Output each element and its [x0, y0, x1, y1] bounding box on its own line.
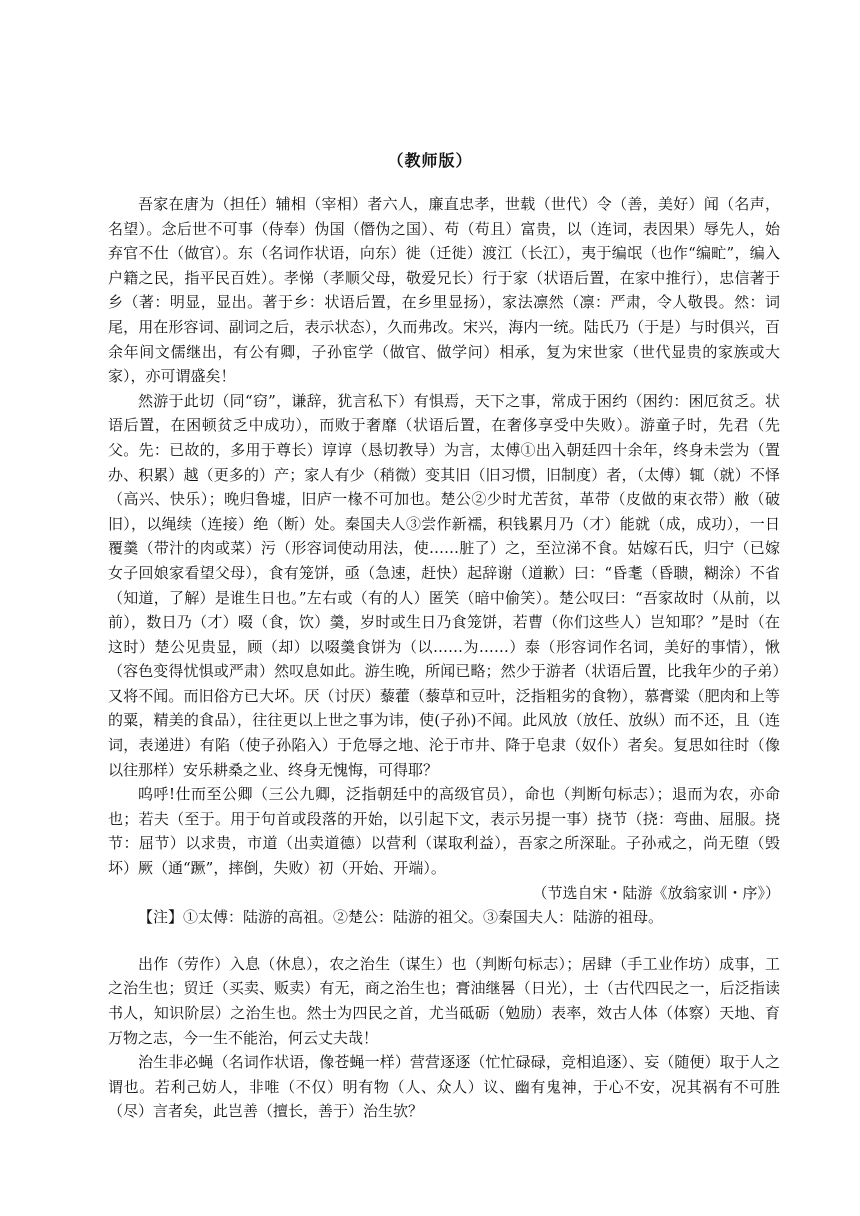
- passage-body: [108, 192, 780, 1124]
- source-citation: （节选自宋・陆游《放翁家训・序》）: [532, 883, 780, 902]
- paragraph-4: 出作（劳作）入息（休息），农之治生（谋生）也（判断句标志）；居肆（手工业作坊）成事，工之治生也；贸迁（买卖、贩卖）有无，商之治生也；膏油继晷（日光），士（古代四民之一，后泛指读书人，知识阶层）之治生也。然士为四民之首，尤当砥砺（勉励）表率，效古人体（体察）天地、育万物之志，今一生不能治，何云丈夫哉！: [108, 954, 780, 1047]
- paragraph-1: 吾家在唐为（担任）辅相（宰相）者六人，廉直忠孝，世载（世代）令（善，美好）闻（名声，名望）。念后世不可事（侍奉）伪国（僭伪之国）、苟（苟且）富贵，以（连词，表因果）辱先人，始弃官不仕（做官）。东（名词作状语，向东）徙（迁徙）渡江（长江），夷于编氓（也作“编甿”，编入户籍之民，指平民百姓）。孝悌（孝顺父母，敬爱兄长）行于家（状语后置，在家中推行），忠信著于乡（著：明显，显出。著于乡：状语后置，在乡里显扬），家法凛然（凛：严肃，令人敬畏。然：词尾，用在形容词、副词之后，表示状态），久而弗改。宋兴，海内一统。陆氏乃（于是）与时俱兴，百余年间文儒继出，有公有卿，子孙宦学（做官、做学问）相承，复为宋世家（世代显贵的家族或大家），亦可谓盛矣！: [108, 195, 780, 386]
- page-title: （教师版）: [387, 151, 473, 170]
- paragraph-2: 然游于此切（同“窃”，谦辞，犹言私下）有惧焉，天下之事，常成于困约（困约：困厄贫乏。状语后置，在困顿贫乏中成功），而败于奢靡（状语后置，在奢侈享受中失败）。游童子时，先君（先父。先：已故的，多用于尊长）谆谆（恳切教导）为言，太傅①出入朝廷四十余年，终身未尝为（置办、积累）越（更多的）产；家人有少（稍微）变其旧（旧习惯，旧制度）者，（太傅）辄（就）不怿（高兴、快乐）；晚归鲁墟，旧庐一椽不可加也。楚公②少时尤苦贫，革带（皮做的束衣带）敝（破旧），以绳续（连接）绝（断）处。秦国夫人③尝作新襦，积钱累月乃（才）能就（成，成功），一日覆羹（带汁的肉或菜）污（形容词使动用法，使……脏了）之，至泣涕不食。姑嫁石氏，归宁（已嫁女子回娘家看望父母），食有笼饼，亟（急速，赶快）起辞谢（道歉）曰：“昏耄（昏聩，糊涂）不省（知道，了解）是谁生日也。”左右或（有的人）匿笑（暗中偷笑）。楚公叹曰：“吾家故时（从前，以前），数日乃（才）啜（食，饮）羹，岁时或生日乃食笼饼，若曹（你们这些人）岂知耶？”是时（在这时）楚公见贵显，顾（却）以啜羹食饼为（以……为……）泰（形容词作名词，美好的事情），愀（容色变得忧惧或严肃）然叹息如此。游生晚，所闻已略；然少于游者（状语后置，比我年少的子弟）又将不闻。而旧俗方已大坏。厌（讨厌）藜藿（藜草和豆叶，泛指粗劣的食物），慕膏粱（肥肉和上等的粟，精美的食品），往往更以上世之事为讳，使(子孙)不闻。此风放（放任、放纵）而不还，且（连词，表递进）有陷（使子孙陷入）于危辱之地、沦于市井、降于皂隶（奴仆）者矣。复思如往时（像以往那样）安乐耕桑之业、终身无愧悔，可得耶？: [108, 391, 780, 779]
- paragraph-5: 治生非必蝇（名词作状语，像苍蝇一样）营营逐逐（忙忙碌碌，竞相追逐）、妄（随便）取于人之谓也。若利己妨人，非唯（不仅）明有物（人、众人）议、幽有鬼神，于心不安，况其祸有不可胜（尽）言者矣，此岂善（擅长，善于）治生欤？: [108, 1053, 780, 1121]
- paragraph-3: 呜呼!仕而至公卿（三公九卿，泛指朝廷中的高级官员），命也（判断句标志）；退而为农，亦命也；若夫（至于。用于句首或段落的开始，以引起下文，表示另提一事）挠节（挠：弯曲、屈服。挠节：屈节）以求贵，市道（出卖道德）以营利（谋取利益），吾家之所深耻。子孙戒之，尚无堕（毁坏）厥（通“蹶”，摔倒，失败）初（开始、开端）。: [108, 785, 780, 878]
- footnote: 【注】①太傅：陆游的高祖。②楚公：陆游的祖父。③秦国夫人：陆游的祖母。: [138, 908, 664, 927]
